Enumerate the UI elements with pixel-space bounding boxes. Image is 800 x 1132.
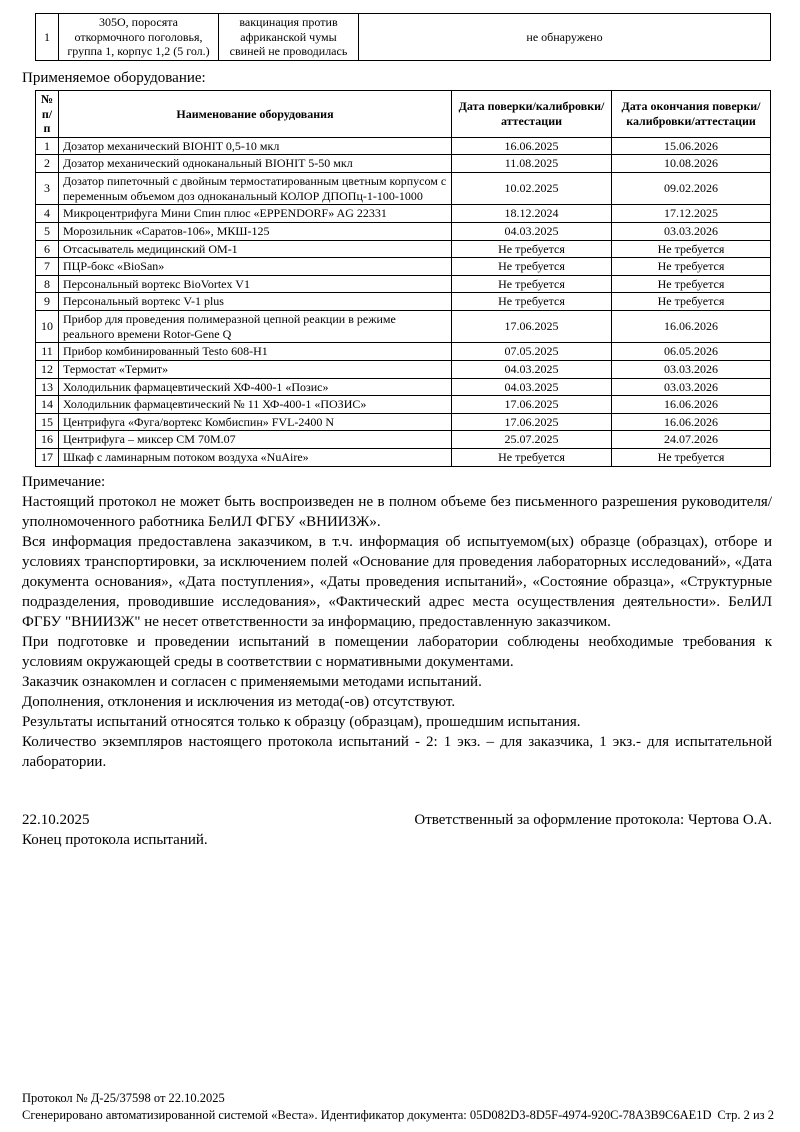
note-paragraph: Дополнения, отклонения и исключения из метода(-ов) отсутствуют. [22, 693, 456, 710]
table-row [36, 14, 771, 61]
table-row [36, 343, 771, 361]
page-footer [22, 1090, 774, 1124]
sample-number-cell: 1 [36, 14, 59, 61]
table-row [36, 311, 771, 343]
equipment-num-cell: 12 [36, 360, 59, 378]
protocol-date: 22.10.2025 [22, 811, 90, 828]
equipment-header-row [36, 90, 771, 137]
equipment-num-cell: 8 [36, 275, 59, 293]
equipment-date-check-cell: 17.06.2025 [452, 396, 612, 414]
equipment-name-cell: Дозатор механический BIOHIT 0,5-10 мкл [59, 137, 452, 155]
table-row [36, 431, 771, 449]
notes-heading: Примечание: [22, 473, 106, 490]
equipment-date-end-cell: 06.05.2026 [612, 343, 771, 361]
equipment-date-check-cell: 25.07.2025 [452, 431, 612, 449]
note-paragraph: Вся информация предоставлена заказчиком, в т.ч. информация об испытуемом(ых) образце (образцах), отборе и условиях транспортировки, за исключением полей «Основание для проведения лабораторных исследований», «Дата документа основания», «Дата поступления», «Даты проведения испытаний», «Состояние образца», «Структурные подразделения, проводившие исследования», «Фактический адрес места осуществления деятельности». БелИЛ ФГБУ "ВНИИЗЖ" не несет ответственности за информацию, предоставленную заказчиком. [22, 533, 772, 630]
equipment-num-cell: 5 [36, 222, 59, 240]
sample-description-cell: 305О, поросята откормочного поголовья, группа 1, корпус 1,2 (5 гол.) [59, 14, 219, 61]
table-row [36, 275, 771, 293]
equipment-name-cell: Микроцентрифуга Мини Спин плюс «EPPENDORF» AG 22331 [59, 205, 452, 223]
equipment-num-cell: 16 [36, 431, 59, 449]
equipment-name-cell: Прибор комбинированный Testo 608-H1 [59, 343, 452, 361]
equipment-date-end-cell: 10.08.2026 [612, 155, 771, 173]
table-row [36, 137, 771, 155]
equipment-table [35, 90, 771, 467]
note-paragraph: Настоящий протокол не может быть воспроизведен не в полном объеме без письменного разрешения руководителя/уполномоченного работника БелИЛ ФГБУ «ВНИИЗЖ». [22, 493, 772, 530]
notes-section [22, 472, 772, 772]
equipment-date-end-cell: 17.12.2025 [612, 205, 771, 223]
equipment-name-cell: Холодильник фармацевтический ХФ-400-1 «Позис» [59, 378, 452, 396]
col-header-date-check: Дата поверки/калибровки/аттестации [452, 90, 612, 137]
equipment-num-cell: 7 [36, 258, 59, 276]
vaccination-info-cell: вакцинация против африканской чумы свиней не проводилась [219, 14, 359, 61]
footer-second-line [22, 1107, 774, 1124]
equipment-date-check-cell: 07.05.2025 [452, 343, 612, 361]
equipment-name-cell: Холодильник фармацевтический № 11 ХФ-400-1 «ПОЗИС» [59, 396, 452, 414]
sample-results-table [35, 13, 771, 61]
equipment-name-cell: ПЦР-бокс «BioSan» [59, 258, 452, 276]
equipment-date-check-cell: 11.08.2025 [452, 155, 612, 173]
note-paragraph: Заказчик ознакомлен и согласен с применяемыми методами испытаний. [22, 673, 482, 690]
equipment-num-cell: 17 [36, 449, 59, 467]
end-of-protocol-line: Конец протокола испытаний. [22, 831, 208, 848]
equipment-date-check-cell: Не требуется [452, 240, 612, 258]
equipment-date-check-cell: 04.03.2025 [452, 360, 612, 378]
equipment-name-cell: Персональный вортекс BioVortex V1 [59, 275, 452, 293]
equipment-date-check-cell: 17.06.2025 [452, 311, 612, 343]
equipment-date-check-cell: 10.02.2025 [452, 173, 612, 205]
equipment-date-check-cell: Не требуется [452, 258, 612, 276]
equipment-date-check-cell: 04.03.2025 [452, 222, 612, 240]
equipment-date-end-cell: 03.03.2026 [612, 378, 771, 396]
signature-row [22, 810, 772, 830]
equipment-date-end-cell: 03.03.2026 [612, 222, 771, 240]
equipment-num-cell: 9 [36, 293, 59, 311]
table-row [36, 360, 771, 378]
equipment-date-end-cell: Не требуется [612, 258, 771, 276]
equipment-name-cell: Отсасыватель медицинский ОМ-1 [59, 240, 452, 258]
equipment-date-end-cell: Не требуется [612, 449, 771, 467]
equipment-date-end-cell: 16.06.2026 [612, 311, 771, 343]
equipment-date-end-cell: 24.07.2026 [612, 431, 771, 449]
note-paragraph: Результаты испытаний относятся только к образцу (образцам), прошедшим испытания. [22, 713, 581, 730]
table-row [36, 396, 771, 414]
equipment-num-cell: 1 [36, 137, 59, 155]
equipment-num-cell: 3 [36, 173, 59, 205]
equipment-date-check-cell: Не требуется [452, 449, 612, 467]
footer-page-number: Стр. 2 из 2 [717, 1108, 774, 1122]
equipment-name-cell: Персональный вортекс V-1 plus [59, 293, 452, 311]
table-row [36, 449, 771, 467]
table-row [36, 205, 771, 223]
equipment-date-end-cell: 09.02.2026 [612, 173, 771, 205]
equipment-name-cell: Центрифуга – миксер СМ 70М.07 [59, 431, 452, 449]
table-row [36, 155, 771, 173]
equipment-date-end-cell: Не требуется [612, 275, 771, 293]
equipment-num-cell: 2 [36, 155, 59, 173]
col-header-name: Наименование оборудования [59, 90, 452, 137]
equipment-num-cell: 15 [36, 413, 59, 431]
table-row [36, 173, 771, 205]
equipment-date-check-cell: 18.12.2024 [452, 205, 612, 223]
equipment-num-cell: 4 [36, 205, 59, 223]
equipment-num-cell: 6 [36, 240, 59, 258]
equipment-date-end-cell: Не требуется [612, 293, 771, 311]
equipment-num-cell: 13 [36, 378, 59, 396]
table-row [36, 293, 771, 311]
table-row [36, 258, 771, 276]
result-cell: не обнаружено [359, 14, 771, 61]
responsible-person: Ответственный за оформление протокола: Чертова О.А. [414, 811, 772, 828]
equipment-name-cell: Термостат «Термит» [59, 360, 452, 378]
equipment-date-check-cell: 17.06.2025 [452, 413, 612, 431]
table-row [36, 413, 771, 431]
equipment-date-check-cell: 16.06.2025 [452, 137, 612, 155]
equipment-heading: Применяемое оборудование: [22, 69, 206, 86]
note-paragraph: При подготовке и проведении испытаний в помещении лаборатории соблюдены необходимые требования к условиям окружающей среды в соответствии с нормативными документами. [22, 633, 772, 670]
note-paragraph: Количество экземпляров настоящего протокола испытаний - 2: 1 экз. – для заказчика, 1 экз.- для испытательной лаборатории. [22, 733, 772, 770]
equipment-date-end-cell: Не требуется [612, 240, 771, 258]
equipment-name-cell: Центрифуга «Фуга/вортекс Комбиспин» FVL-2400 N [59, 413, 452, 431]
equipment-num-cell: 14 [36, 396, 59, 414]
equipment-date-end-cell: 15.06.2026 [612, 137, 771, 155]
equipment-date-end-cell: 16.06.2026 [612, 413, 771, 431]
equipment-date-check-cell: 04.03.2025 [452, 378, 612, 396]
table-row [36, 378, 771, 396]
equipment-date-end-cell: 16.06.2026 [612, 396, 771, 414]
equipment-table-body [36, 137, 771, 466]
col-header-num: № п/п [36, 90, 59, 137]
equipment-name-cell: Морозильник «Саратов-106», МКШ-125 [59, 222, 452, 240]
equipment-date-check-cell: Не требуется [452, 293, 612, 311]
table-row [36, 240, 771, 258]
footer-protocol-number: Протокол № Д-25/37598 от 22.10.2025 [22, 1091, 225, 1105]
table-row [36, 222, 771, 240]
footer-generated-info: Сгенерировано автоматизированной системой «Веста». Идентификатор документа: 05D082D3-8D5F-4974-920C-78A3B9C6AE1D [22, 1108, 712, 1122]
equipment-name-cell: Дозатор механический одноканальный BIOHIT 5-50 мкл [59, 155, 452, 173]
equipment-num-cell: 11 [36, 343, 59, 361]
equipment-name-cell: Шкаф с ламинарным потоком воздуха «NuAire» [59, 449, 452, 467]
equipment-date-check-cell: Не требуется [452, 275, 612, 293]
col-header-date-end: Дата окончания поверки/калибровки/аттестации [612, 90, 771, 137]
equipment-num-cell: 10 [36, 311, 59, 343]
equipment-date-end-cell: 03.03.2026 [612, 360, 771, 378]
equipment-name-cell: Дозатор пипеточный с двойным термостатированным цветным корпусом с переменным объемом доз одноканальный КОЛОР ДПОПц-1-100-1000 [59, 173, 452, 205]
equipment-name-cell: Прибор для проведения полимеразной цепной реакции в режиме реального времени Rotor-Gene Q [59, 311, 452, 343]
